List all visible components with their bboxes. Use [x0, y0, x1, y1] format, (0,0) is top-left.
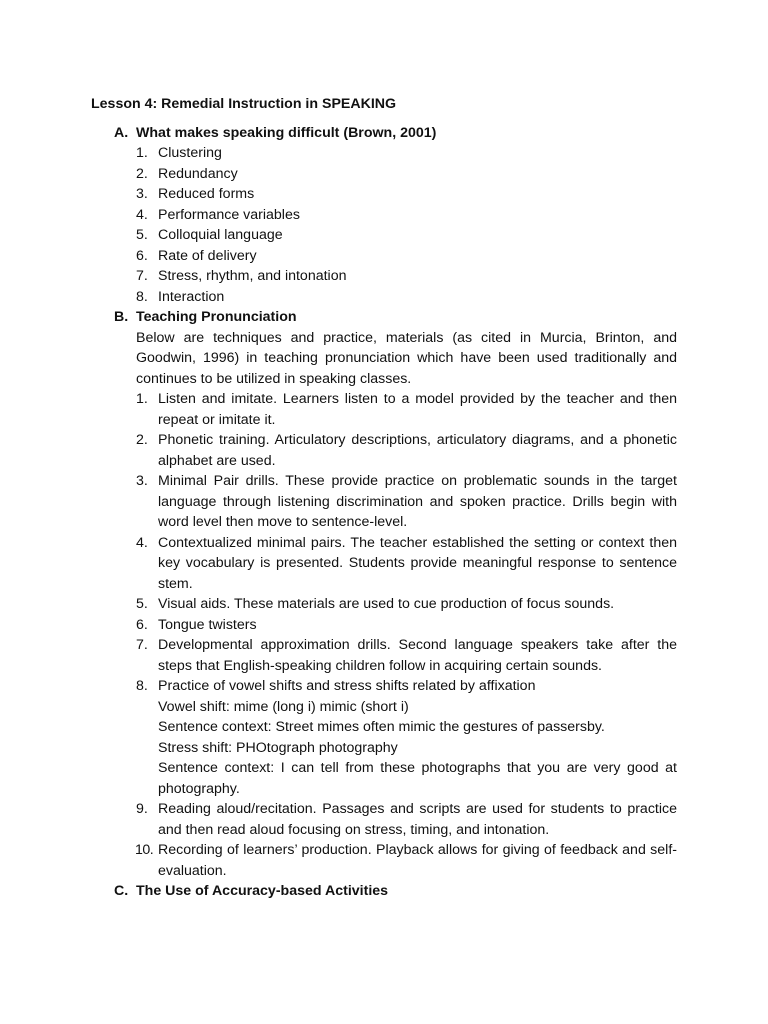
list-item — [91, 615, 677, 636]
list-item-number: 5. — [136, 227, 148, 243]
list-item-number: 2. — [136, 165, 148, 182]
list-item-text: Rate of delivery — [158, 247, 257, 264]
list-item — [91, 430, 677, 471]
section-b-list — [91, 389, 677, 881]
list-item — [91, 164, 677, 185]
list-item-text: Interaction — [158, 288, 225, 305]
section-b-intro: Below are techniques and practice, materials (as cited in Murcia, Brinton, and Goodwin, 1996) in teaching pronunciation which have been used traditionally and continues to be utilized in speaking classes. — [136, 329, 677, 387]
list-item-number: 9. — [136, 801, 148, 817]
list-item — [91, 799, 677, 840]
section-a-list — [91, 143, 677, 307]
list-item-number: 2. — [136, 432, 148, 448]
list-item — [91, 389, 677, 430]
list-item — [91, 225, 677, 246]
list-item — [91, 184, 677, 205]
section-b-letter: B. — [114, 309, 129, 325]
vowel-shift-example: Vowel shift: mime (long i) mimic (short i) — [158, 698, 409, 715]
list-item-text: Visual aids. These materials are used to cue production of focus sounds. — [158, 596, 615, 612]
list-item — [91, 533, 677, 595]
list-item-text: Redundancy — [158, 165, 238, 182]
list-item-number: 7. — [136, 268, 148, 284]
section-b-heading — [91, 307, 677, 328]
list-item-number: 6. — [136, 247, 148, 264]
list-item — [91, 471, 677, 533]
list-item — [91, 287, 677, 308]
list-item-text: Performance variables — [158, 206, 300, 223]
list-item-text: Listen and imitate. Learners listen to a model provided by the teacher and then repeat or imitate it. — [158, 391, 677, 428]
list-item — [91, 635, 677, 676]
stress-shift-sentence: Sentence context: I can tell from these photographs that you are very good at photography. — [158, 760, 677, 797]
section-a-letter: A. — [114, 124, 129, 141]
list-item-number: 7. — [136, 637, 148, 653]
section-c-letter: C. — [114, 883, 129, 899]
vowel-shift-sentence: Sentence context: Street mimes often mimic the gestures of passersby. — [158, 719, 605, 735]
list-item — [91, 266, 677, 287]
list-item-text: Phonetic training. Articulatory descriptions, articulatory diagrams, and a phonetic alphabet are used. — [158, 432, 677, 469]
list-item — [91, 246, 677, 267]
section-c-title: The Use of Accuracy-based Activities — [136, 883, 389, 899]
lesson-title: Lesson 4: Remedial Instruction in SPEAKING — [91, 96, 397, 112]
list-item-number: 5. — [136, 596, 148, 612]
section-c-heading — [91, 881, 677, 902]
list-item-number: 4. — [136, 206, 148, 223]
list-item-text: Reduced forms — [158, 186, 255, 202]
list-item-text: Stress, rhythm, and intonation — [158, 268, 347, 284]
list-item-text: Contextualized minimal pairs. The teacher established the setting or context then key vocabulary is presented. Students provide meaningful response to sentence stem. — [158, 534, 677, 592]
document-body — [91, 94, 677, 902]
list-item — [91, 594, 677, 615]
stress-shift-example: Stress shift: PHOtograph photography — [158, 739, 398, 756]
list-item — [91, 143, 677, 164]
list-item-text: Developmental approximation drills. Second language speakers take after the steps that English-speaking children follow in acquiring certain sounds. — [158, 637, 677, 674]
list-item-number: 1. — [136, 391, 148, 407]
list-item-number: 8. — [136, 288, 148, 305]
list-item-number: 3. — [136, 473, 148, 489]
list-item-number: 10. — [135, 842, 154, 858]
list-item-text: Clustering — [158, 145, 222, 161]
list-item-number: 8. — [136, 678, 148, 694]
list-item-number: 4. — [136, 534, 148, 551]
list-item — [91, 840, 677, 881]
list-item-text: Practice of vowel shifts and stress shifts related by affixation — [158, 678, 536, 694]
section-a-heading — [91, 123, 677, 144]
list-item-text: Tongue twisters — [158, 616, 257, 633]
list-item — [91, 676, 677, 799]
list-item-number: 3. — [136, 186, 148, 202]
list-item-text: Reading aloud/recitation. Passages and scripts are used for students to practice and then read aloud focusing on stress, timing, and intonation. — [158, 801, 677, 838]
list-item-text: Minimal Pair drills. These provide practice on problematic sounds in the target language through listening discrimination and spoken practice. Drills begin with word level then move to sentence-level. — [158, 473, 677, 530]
list-item — [91, 205, 677, 226]
section-b-title: Teaching Pronunciation — [136, 309, 297, 325]
list-item-text: Colloquial language — [158, 227, 283, 243]
list-item-number: 1. — [136, 145, 148, 161]
section-a-title: What makes speaking difficult (Brown, 2001) — [136, 124, 437, 141]
list-item-number: 6. — [136, 616, 148, 633]
list-item-text: Recording of learners’ production. Playback allows for giving of feedback and self-evaluation. — [158, 842, 677, 879]
